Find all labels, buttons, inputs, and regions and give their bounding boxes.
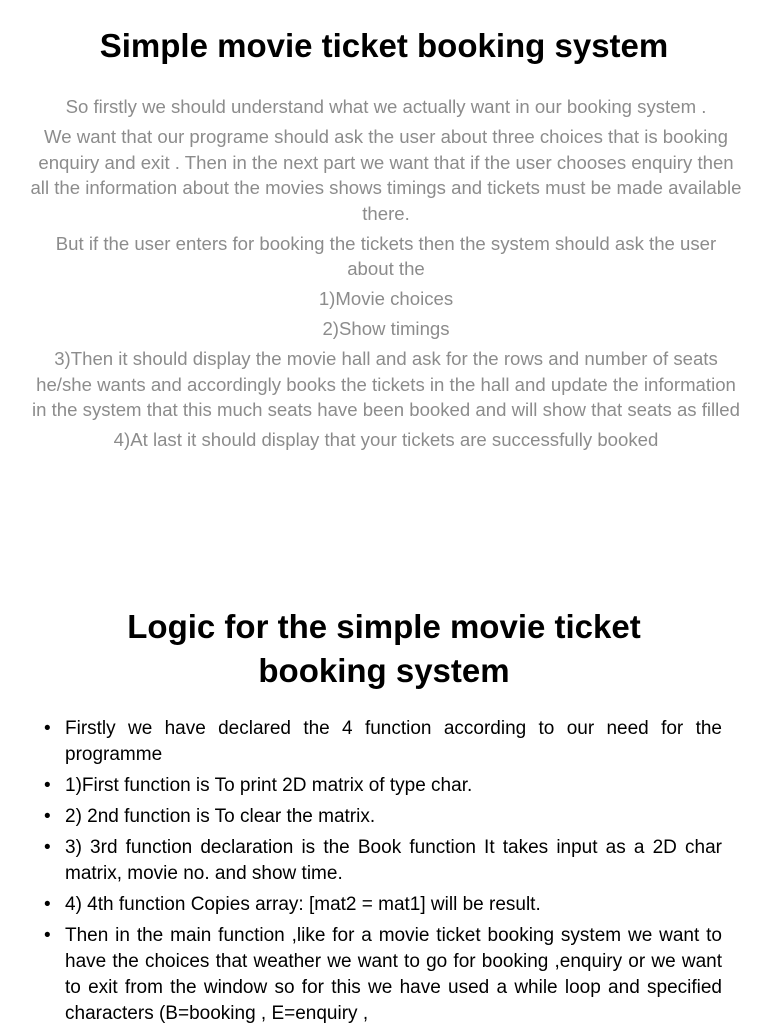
paragraph: 3)Then it should display the movie hall and ask for the rows and number of seats he/she wants and accordingly books the tickets in the hall and update the information in the system that this much seats have been booked and will show that seats as filled <box>32 348 740 420</box>
list-item-text: Firstly we have declared the 4 function according to our need for the programme <box>65 718 722 765</box>
bullet-icon: • <box>44 806 51 827</box>
list-item <box>44 804 722 830</box>
list-item <box>44 716 722 768</box>
slide-1-body <box>30 94 742 457</box>
list-item <box>44 835 722 887</box>
bullet-icon: • <box>44 837 51 858</box>
list-item-text: 2) 2nd function is To clear the matrix. <box>65 806 376 827</box>
slide-1-title: Simple movie ticket booking system <box>99 27 669 64</box>
list-item-text: 4) 4th function Copies array: [mat2 = mat1] will be result. <box>65 894 541 915</box>
bullet-icon: • <box>44 718 51 739</box>
bullet-icon: • <box>44 775 51 796</box>
bullet-icon: • <box>44 894 51 915</box>
slide-2 <box>0 595 768 1024</box>
paragraph: 2)Show timings <box>322 318 450 339</box>
list-item-text: Then in the main function ,like for a movie ticket booking system we want to have the choices that weather we want to go for booking ,enquiry or we want to exit from the window so for this we have used a while loop and specified characters (B=booking , E=enquiry , <box>65 925 722 1024</box>
slide-2-body <box>44 716 722 1032</box>
list-item-text: 1)First function is To print 2D matrix of type char. <box>65 775 473 796</box>
paragraph: 4)At last it should display that your tickets are successfully booked <box>113 429 659 450</box>
bullet-list <box>44 716 722 1027</box>
slide-2-title: Logic for the simple movie ticket booking system <box>127 608 641 689</box>
list-item <box>44 923 722 1027</box>
paragraph: We want that our programe should ask the user about three choices that is booking enquiry and exit . Then in the next part we want that if the user chooses enquiry then all the information about the movies shows timings and tickets must be made available there. <box>30 126 742 224</box>
paragraph: But if the user enters for booking the tickets then the system should ask the user about the <box>55 232 717 279</box>
bullet-icon: • <box>44 925 51 946</box>
list-item <box>44 773 722 799</box>
paragraph: 1)Movie choices <box>318 288 454 309</box>
list-item <box>44 892 722 918</box>
paragraph: So firstly we should understand what we actually want in our booking system . <box>65 96 707 117</box>
list-item-text: 3) 3rd function declaration is the Book function It takes input as a 2D char matrix, movie no. and show time. <box>65 837 722 884</box>
